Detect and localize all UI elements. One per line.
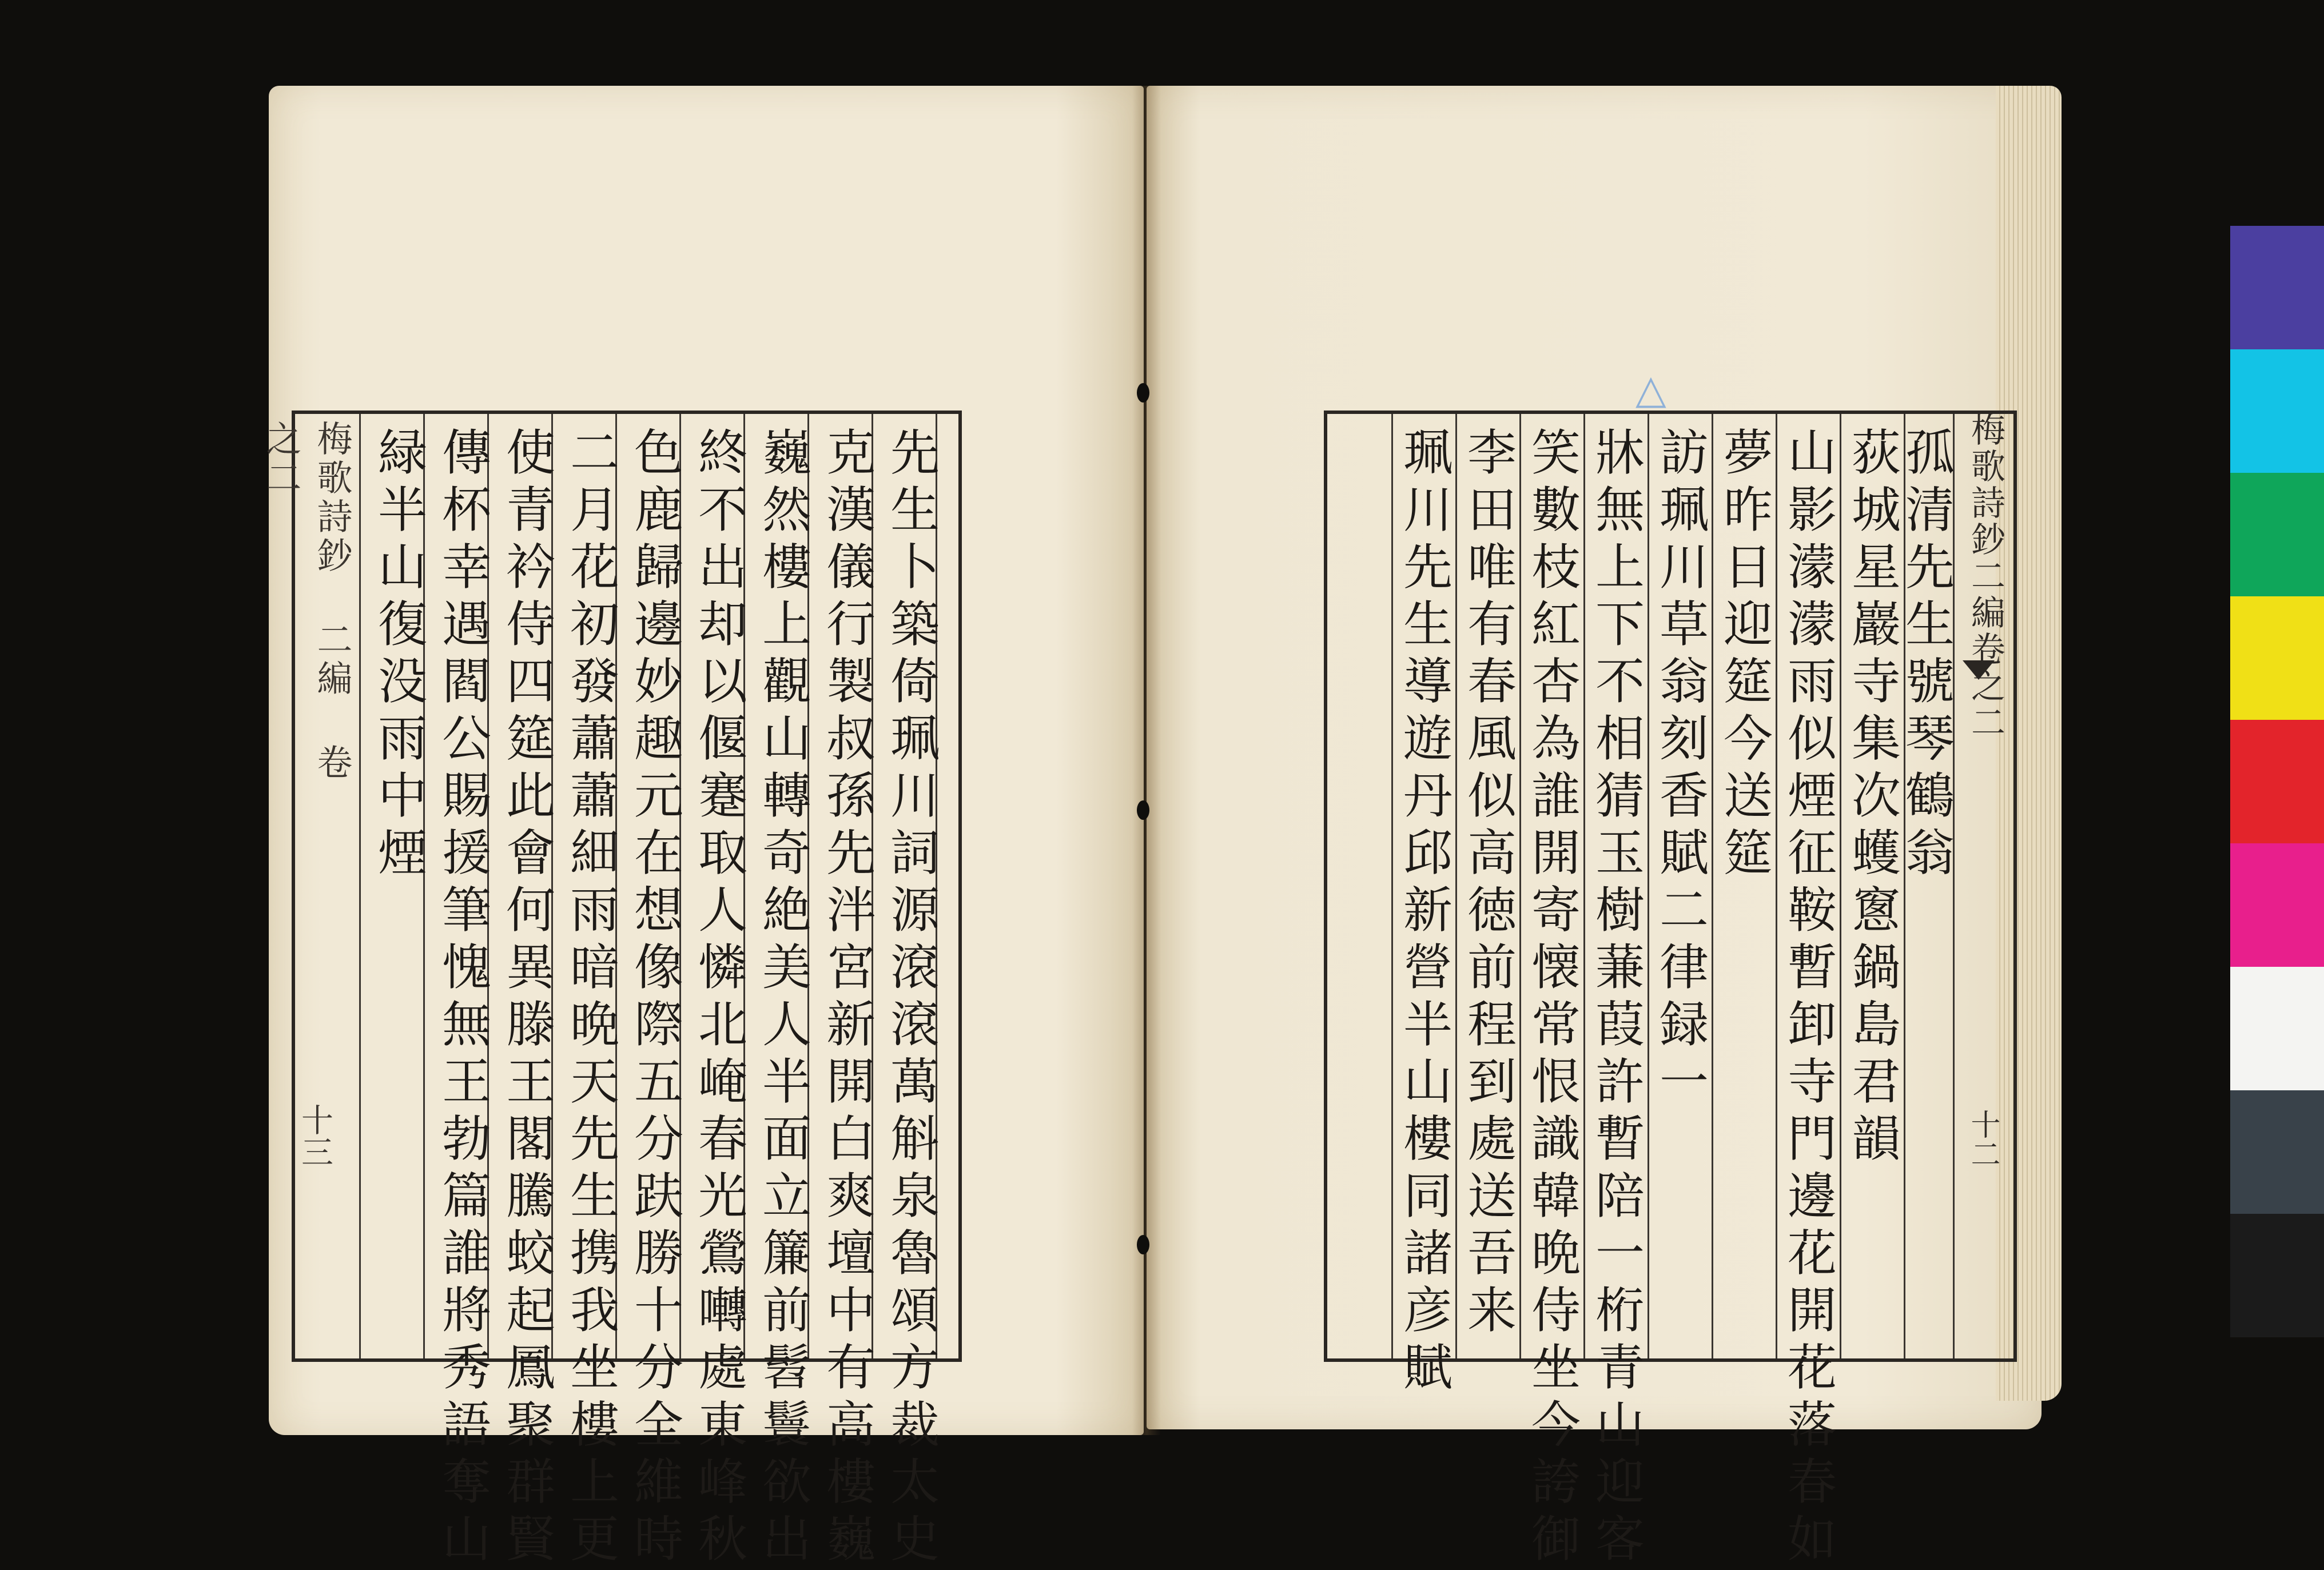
book-gutter xyxy=(1132,86,1161,1435)
text-column: 夢昨日迎筵今送筵 xyxy=(1715,427,1772,884)
text-column: 色鹿歸邊妙趣元在想像際五分趺勝十分全維時 xyxy=(626,427,683,1570)
binding-hole xyxy=(1137,1235,1149,1254)
color-swatch xyxy=(2230,967,2324,1090)
color-swatch xyxy=(2230,226,2324,349)
text-column: 克漢儀行製叔孫先泮宮新開白爽壇中有高樓巍 xyxy=(818,427,875,1570)
fishtail-mark-icon xyxy=(1963,660,1995,680)
color-swatch xyxy=(2230,1090,2324,1214)
text-column: 山影濛濛雨似煙征鞍暫卸寺門邊花開花落春如 xyxy=(1779,427,1836,1570)
right-folio-number: 十二 xyxy=(1965,1109,2000,1169)
text-column: 終不出却以偃蹇取人憐北崦春光鶯囀處東峰秋 xyxy=(690,427,747,1570)
text-column: 笑數枝紅杏為誰開寄懐常恨識韓晩侍坐今誇御 xyxy=(1523,427,1580,1570)
binding-hole xyxy=(1137,383,1149,403)
text-column: 傳杯幸遇閻公賜援筆愧無王勃篇誰將秀語奪山 xyxy=(433,427,491,1570)
color-swatch xyxy=(2230,720,2324,843)
text-column: 牀無上下不相猜玉樹蒹葭許暫陪一桁青山迎客 xyxy=(1587,427,1644,1570)
column-rule xyxy=(359,414,361,1358)
text-column: 荻城星巖寺集次蠖窻鍋島君韻 xyxy=(1843,427,1900,1170)
left-running-title: 梅歌詩鈔 二編 卷之二 xyxy=(260,420,353,783)
ink-stamp-mark: △ xyxy=(1635,366,1666,413)
text-column: 巍然樓上觀山轉奇絶美人半面立簾前髫鬟欲出 xyxy=(754,427,811,1570)
color-swatch xyxy=(2230,843,2324,967)
binding-hole xyxy=(1137,800,1149,820)
text-column: 二月花初發蕭蕭細雨暗晩天先生携我坐樓上更 xyxy=(562,427,619,1570)
text-column: 使青衿侍四筵此會何異滕王閣騰蛟起鳳聚群賢 xyxy=(498,427,555,1570)
left-text-frame xyxy=(260,411,962,1570)
text-column: 孤清先生號琴鶴翁 xyxy=(1897,427,1954,884)
text-column: 先生卜築倚珮川詞源滾滾萬斛泉魯頌方裁太史 xyxy=(882,427,939,1570)
text-column: 訪珮川草翁刻香賦二律録一 xyxy=(1651,427,1708,1113)
text-column: 緑半山復没雨中煙 xyxy=(369,427,427,884)
left-folio-number: 十三 xyxy=(296,1103,333,1167)
color-swatch xyxy=(2230,1214,2324,1337)
color-checker-strip xyxy=(2230,226,2324,1337)
color-swatch xyxy=(2230,596,2324,720)
text-column: 李田唯有春風似高徳前程到處送吾来 xyxy=(1459,427,1516,1341)
color-swatch xyxy=(2230,349,2324,473)
text-column: 珮川先生導遊丹邱新營半山樓同諸彦賦 xyxy=(1395,427,1452,1398)
right-running-title: 梅歌詩鈔二編卷之二 xyxy=(1965,412,2005,741)
color-swatch xyxy=(2230,473,2324,596)
right-text-frame xyxy=(1324,411,2017,1570)
